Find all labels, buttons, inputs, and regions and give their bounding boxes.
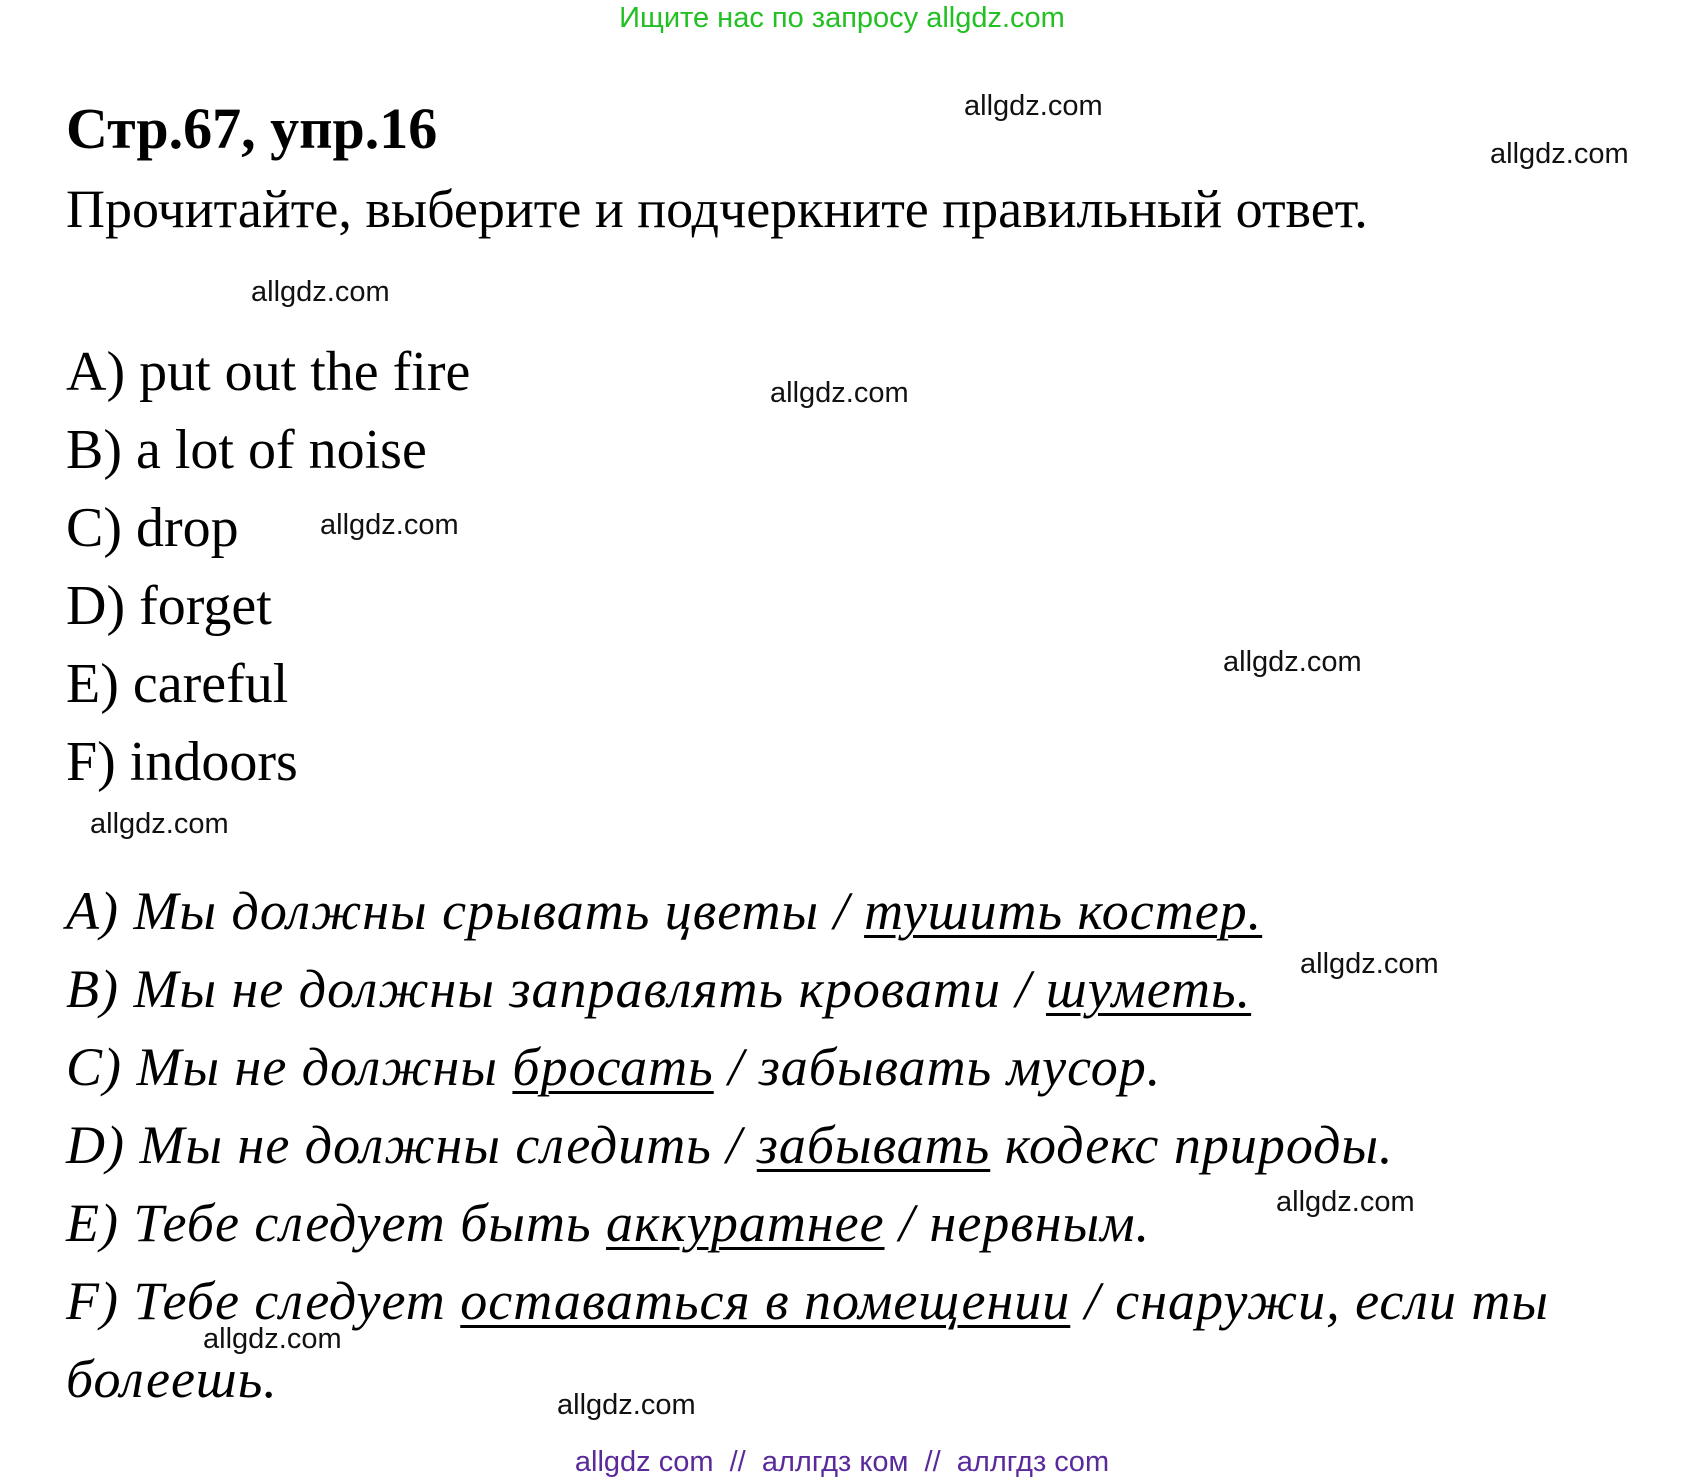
answer-underlined: аккуратнее (606, 1193, 885, 1253)
answer-text: D) Мы не должны следить / (66, 1115, 757, 1175)
answer-text: F) Тебе следует (66, 1271, 461, 1331)
answer-text: / нервным. (884, 1193, 1151, 1253)
english-options-list (66, 333, 470, 801)
answer-item (66, 872, 1646, 950)
answer-text: C) Мы не должны (66, 1037, 513, 1097)
answer-text: / снаружи, если ты болеешь. (66, 1271, 1550, 1409)
answer-underlined: оставаться в помещении (460, 1271, 1071, 1331)
watermark: allgdz.com (251, 276, 390, 308)
page-title: Стр.67, упр.16 (66, 96, 438, 161)
watermark: allgdz.com (1300, 948, 1439, 980)
watermark: allgdz.com (557, 1389, 696, 1421)
option-item: E) careful (66, 653, 289, 715)
answer-underlined: тушить костер. (864, 881, 1263, 941)
answer-text: E) Тебе следует быть (66, 1193, 607, 1253)
answer-underlined: бросать (512, 1037, 714, 1097)
answer-item (66, 1028, 1646, 1106)
answer-text: B) Мы не должны заправлять кровати / (66, 959, 1046, 1019)
watermark: allgdz.com (770, 377, 909, 409)
top-banner: Ищите нас по запросу allgdz.com (619, 2, 1065, 34)
bottom-banner: allgdz com // аллгдз ком // аллгдз com (574, 1446, 1110, 1478)
answer-underlined: забывать (756, 1115, 991, 1175)
option-item: D) forget (66, 575, 272, 637)
option-item: C) drop (66, 497, 239, 559)
answer-underlined: шуметь. (1045, 959, 1252, 1019)
option-item: F) indoors (66, 731, 298, 793)
watermark: allgdz.com (90, 808, 229, 840)
watermark: allgdz.com (320, 509, 459, 541)
exercise-instruction: Прочитайте, выберите и подчеркните правильный ответ. (66, 179, 1368, 239)
watermark: allgdz.com (964, 90, 1103, 122)
answer-text: / забывать мусор. (713, 1037, 1162, 1097)
watermark: allgdz.com (1276, 1186, 1415, 1218)
watermark: allgdz.com (1223, 646, 1362, 678)
option-item: B) a lot of noise (66, 419, 427, 481)
watermark: allgdz.com (203, 1323, 342, 1355)
option-item: A) put out the fire (66, 341, 471, 403)
answer-item (66, 1106, 1646, 1184)
answer-text: A) Мы должны срывать цветы / (66, 881, 865, 941)
answer-text: кодекс природы. (990, 1115, 1394, 1175)
watermark: allgdz.com (1490, 138, 1629, 170)
